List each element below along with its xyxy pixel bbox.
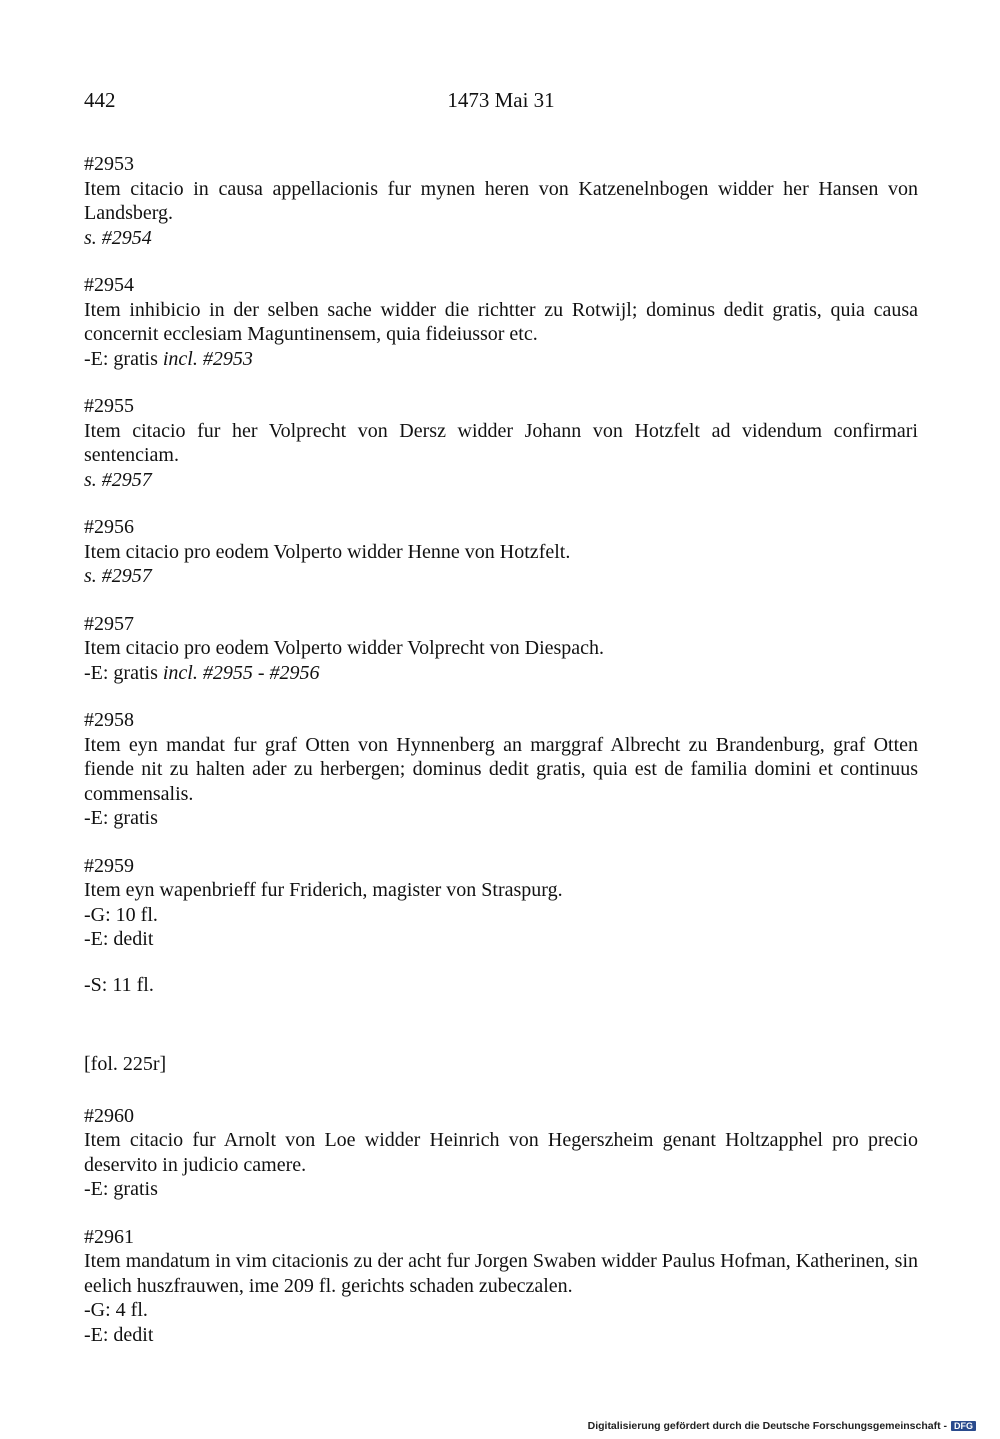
entry (84, 273, 918, 371)
entry-note (84, 226, 918, 251)
sum-line: -S: 11 fl. (84, 973, 154, 996)
note-reference: s. #2957 (84, 565, 152, 587)
note-reference: incl. #2953 (162, 347, 253, 370)
entry-text: Item citacio fur her Volprecht von Dersz widder Johann von Hotzfelt ad videndum confirmari sentenciam. (84, 419, 918, 466)
entry-group-b (84, 1104, 918, 1348)
entry-text: Item citacio fur Arnolt von Loe widder Heinrich von Hegerszheim genant Holtzapphel pro precio deservito in judicio camere. (84, 1129, 918, 1176)
entry (84, 152, 918, 250)
dfg-logo: DFG (951, 1421, 976, 1431)
folio-marker: [fol. 225r] (84, 1053, 167, 1075)
entry-number: #2954 (84, 274, 134, 296)
entry (84, 515, 918, 589)
entry-note (84, 347, 918, 372)
entry-number: #2955 (84, 395, 134, 417)
entry-note (84, 1323, 918, 1348)
footer-text: Digitalisierung gefördert durch die Deutsche Forschungsgemeinschaft - (587, 1420, 947, 1432)
note-prefix: -E: dedit (84, 1323, 154, 1346)
entry-text: Item eyn mandat fur graf Otten von Hynnenberg an marggraf Albrecht zu Brandenburg, graf Otten fiende nit zu halten ader zu herbergen; dominus dedit gratis, quia est de familia domini et continuus commensalis. (84, 733, 918, 805)
page-header (84, 88, 918, 118)
page-number: 442 (84, 88, 116, 112)
entry-note (84, 1177, 918, 1202)
note-reference: incl. #2955 - #2956 (162, 661, 320, 684)
entry-number: #2959 (84, 854, 134, 877)
entry-note (84, 468, 918, 493)
entry-number: #2956 (84, 516, 134, 538)
document-page (84, 88, 918, 1370)
entry-number: #2958 (84, 709, 134, 731)
funding-footer (588, 1420, 976, 1432)
note-prefix: -G: 4 fl. (84, 1299, 148, 1321)
running-date: 1473 Mai 31 (447, 88, 555, 112)
entry-note (84, 661, 918, 686)
entry-number: #2961 (84, 1225, 134, 1248)
entry-number: #2953 (84, 153, 134, 175)
note-prefix: -E: gratis (84, 347, 163, 370)
entry (84, 708, 918, 831)
entry-text: Item mandatum in vim citacionis zu der acht fur Jorgen Swaben widder Paulus Hofman, Katherinen, sin eelich huszfrauwen, ime 209 fl. gerichts schaden zubeczalen. (84, 1250, 918, 1297)
note-prefix: -E: dedit (84, 928, 154, 950)
entry-group-a (84, 152, 918, 952)
entry-number: #2960 (84, 1104, 134, 1127)
entry-text: Item citacio pro eodem Volperto widder Henne von Hotzfelt. (84, 540, 571, 563)
entry (84, 394, 918, 492)
entry-text: Item inhibicio in der selben sache widder die richtter zu Rotwijl; dominus dedit gratis, quia causa concernit ecclesiam Maguntinensem, quia fideiussor etc. (84, 298, 918, 345)
entry (84, 1104, 918, 1202)
entry-text: Item eyn wapenbrieff fur Friderich, magister von Straspurg. (84, 879, 563, 901)
entry-number: #2957 (84, 612, 134, 635)
entry-note (84, 927, 918, 952)
entry-note (84, 903, 918, 928)
entry (84, 854, 918, 952)
entry-text: Item citacio pro eodem Volperto widder Volprecht von Diespach. (84, 637, 605, 659)
entry-note (84, 806, 918, 831)
entry (84, 612, 918, 686)
note-prefix: -E: gratis (84, 807, 158, 829)
entry (84, 1225, 918, 1348)
note-reference: s. #2957 (84, 468, 152, 491)
entry-list (84, 152, 918, 1347)
note-prefix: -E: gratis (84, 661, 163, 684)
note-prefix: -E: gratis (84, 1178, 158, 1200)
entry-note (84, 564, 918, 589)
note-prefix: -G: 10 fl. (84, 903, 158, 926)
entry-note (84, 1298, 918, 1323)
entry-text: Item citacio in causa appellacionis fur mynen heren von Katzenelnbogen widder her Hansen von Landsberg. (84, 177, 918, 224)
note-reference: s. #2954 (84, 226, 152, 249)
